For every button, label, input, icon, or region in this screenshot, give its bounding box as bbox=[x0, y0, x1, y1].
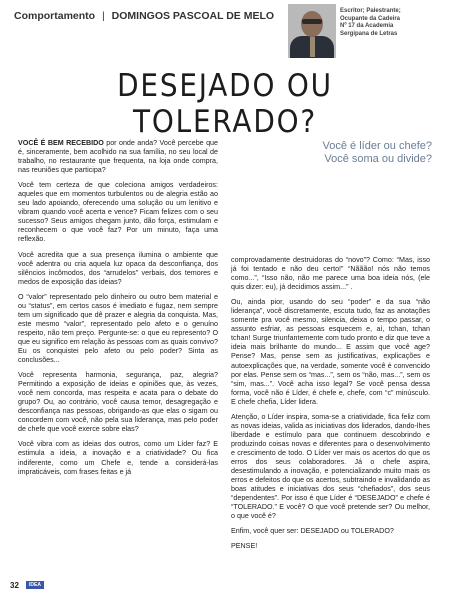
paragraph: Você vibra com as ideias dos outros, como um Líder faz? E estimula a ideia, a inovação e a criatividade? Ou fica indiferente, como um Chefe e, tende a considerá-las impraticáveis, com frases feitas e já bbox=[18, 440, 218, 476]
page-header bbox=[14, 4, 434, 66]
author-photo bbox=[288, 4, 336, 58]
paragraph: Você acredita que a sua presença ilumina o ambiente que você adentra ou cria aquela luz opaca da desconfiança, dos silêncios incômodos, dos “arrudelos” verbais, dos temores e medos de exposição das ideias? bbox=[18, 250, 218, 286]
author-bio bbox=[340, 8, 440, 38]
article-title: DESEJADO OU TOLERADO? bbox=[117, 68, 333, 140]
lead-in: VOCÊ É BEM RECEBIDO bbox=[18, 139, 104, 147]
page-footer bbox=[10, 580, 440, 594]
author-bio-line: Sergipana de Letras bbox=[340, 30, 398, 37]
paragraph: comprovadamente destruidoras do “novo”? Como: “Mas, isso já foi tentado e não deu certo!” “Nããão! nós não temos como...”, “Isso não, não me parece uma boa ideia nós, (ele quis dizer: eu), já decidimos assim...” . bbox=[231, 256, 430, 292]
paragraph: Você representa harmonia, segurança, paz, alegria? Permitindo a exposição de ideias e opiniões que, às vezes, você nem concorda, mas respeita e acata para o debate do grupo? Ou, ao contrário, você causa temor, desagregação e desconfiança nas pessoas, obrigando-as que elas o sigam ou concordem com você, não pela sua liderança, mas pelo poder de chefe que você exerce sobre elas? bbox=[18, 371, 218, 434]
magazine-logo: IDEA bbox=[26, 581, 44, 589]
subtitle-line: Você é líder ou chefe? bbox=[322, 140, 432, 152]
paragraph: Atenção, o Líder inspira, soma-se a criatividade, fica feliz com as novas ideias, valida as iniciativas dos liderados, dando-lhes liberdade e estímulo para que continuem descobrindo e produzindo coisas novas e diferentes para o desenvolvimento e crescimento de todo. O Líder ver mais os acertos do que os erros dos seus colaboradores. Já o chefe aspira, desestimulando a inovação, e potencializando muito mais os erros e defeitos do que os acertos, subtraindo e invalidando as boas atitudes e iniciativas dos seus “chefiados”, dos seus “dependentes”. Por isso é que Líder é “DESEJADO” e chefe é “TOLERADO.” E você? O que você pretende ser? Ou melhor, o que você é? bbox=[231, 412, 430, 521]
paragraph: VOCÊ É BEM RECEBIDO por onde anda? Você percebe que é, sinceramente, bem acolhido na sua família, no seu local de trabalho, no restaurante que frequenta, na loja onde compra, nas reuniões que participa? bbox=[18, 139, 218, 175]
paragraph: Enfim, você quer ser: DESEJADO ou TOLERADO? bbox=[231, 527, 394, 536]
header-separator: | bbox=[102, 10, 105, 22]
right-column bbox=[231, 256, 430, 557]
paragraph: PENSE! bbox=[231, 542, 258, 551]
header-line bbox=[14, 10, 274, 22]
paragraph: Você tem certeza de que coleciona amigos verdadeiros: aqueles que em momentos turbulentos ou de alegria estão ao seu lado apoiando, oferecendo uma solução ou um lenitivo e vibram quando você acerta e vence? Ficam felizes com o seu sucesso? Seus amigos chegam junto, dão força, estimulam e reconhecem o que você faz? Por um minuto, faça uma reflexão. bbox=[18, 181, 218, 244]
left-column bbox=[18, 139, 218, 483]
paragraph: O “valor” representado pelo dinheiro ou outro bem material e ou “status”, em certos casos é imediato e fugaz, nem sempre tem um significado que dê prazer e alegria da conquista. Mas, este mesmo “valor”, representado pelo afeto e o genuíno respeito, não tem preço. Pergunte-se: o que eu represento? O que eu significo em relação às pessoas com as quais convivo? Eu os conquistei pelo afeto ou pelo poder? Sinta as conclusões... bbox=[18, 292, 218, 365]
author-bio-line: Nº 17 da Academia bbox=[340, 23, 394, 29]
author-bio-line: Escritor; Palestrante; bbox=[340, 8, 401, 14]
author-bio-line: Ocupante da Cadeira bbox=[340, 15, 401, 22]
author-name: DOMINGOS PASCOAL DE MELO bbox=[111, 10, 275, 22]
page-number: 32 bbox=[10, 581, 19, 590]
article-subtitle bbox=[323, 140, 432, 166]
section-name: Comportamento bbox=[14, 10, 96, 22]
subtitle-line: Você soma ou divide? bbox=[324, 153, 432, 165]
paragraph: Ou, ainda pior, usando do seu “poder” e da sua “não liderança”, você discretamente, escuta tudo, faz as anotações somente pra você mesmo, silencia, deixa o tempo passar, o assunto esfriar, as pessoas esquecem e, aí, tchan, tchan tchan! Surge triunfantemente com tudo pronto e diz que teve a ideia mais brilhante do mundo... E assim que você age? Pense? Mas, pense sem as justificativas, explicações e autoexplicações que, na verdade, somente você é convencido por elas. Pense sem os “mas...”, sem os “não, mas...”, sem os “sim, mas...”. Você acha isso legal? Se você pensa dessa forma, você não é Líder, é chefe e, chefe, com “c” minúsculo. E chefe chefia, Líder lidera. bbox=[231, 298, 430, 406]
